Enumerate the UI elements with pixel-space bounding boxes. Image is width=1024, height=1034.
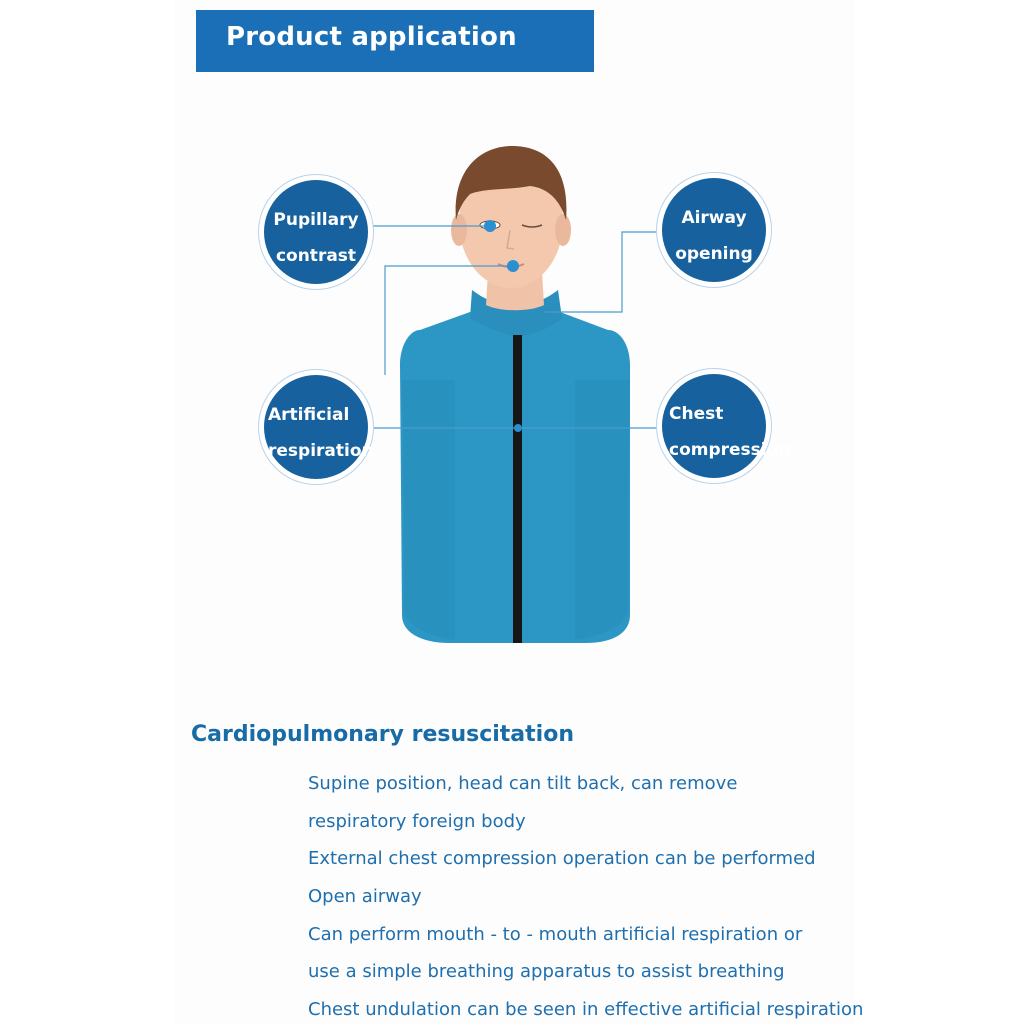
feature-label-line2: contrast <box>275 246 357 266</box>
description-line: External chest compression operation can be performed <box>308 848 816 870</box>
description-list <box>308 770 863 1034</box>
section-title: Cardiopulmonary resuscitation <box>191 722 574 747</box>
feature-label-line2: opening <box>675 244 753 264</box>
description-line: Chest undulation can be seen in effective artificial respiration <box>308 999 864 1021</box>
feature-label-line1: Artificial <box>268 405 350 425</box>
feature-label-line1: Airway <box>681 208 747 228</box>
description-line: respiratory foreign body <box>308 810 526 832</box>
feature-bubble-chest-compression <box>662 374 791 478</box>
description-line: Open airway <box>308 886 422 908</box>
feature-label-line2: respiration <box>268 441 374 461</box>
page-title: Product application <box>226 22 517 52</box>
description-line: Can perform mouth - to - mouth artificial respiration or <box>308 923 803 945</box>
mouth-hotspot-dot <box>507 260 519 272</box>
description-line: use a simple breathing apparatus to assist breathing <box>308 961 785 983</box>
description-line: Supine position, head can tilt back, can remove <box>308 773 738 794</box>
feature-label-line2: compression <box>669 440 791 460</box>
chest-hotspot-dot <box>514 424 522 432</box>
manikin-zipper <box>513 335 522 643</box>
feature-bubble-airway-opening <box>662 178 766 282</box>
pupil-hotspot-dot <box>484 220 496 232</box>
feature-bubble-pupillary-contrast <box>264 180 368 284</box>
feature-label-line1: Pupillary <box>273 210 359 230</box>
feature-bubble-artificial-respiration <box>264 375 374 479</box>
feature-label-line1: Chest <box>669 404 724 424</box>
